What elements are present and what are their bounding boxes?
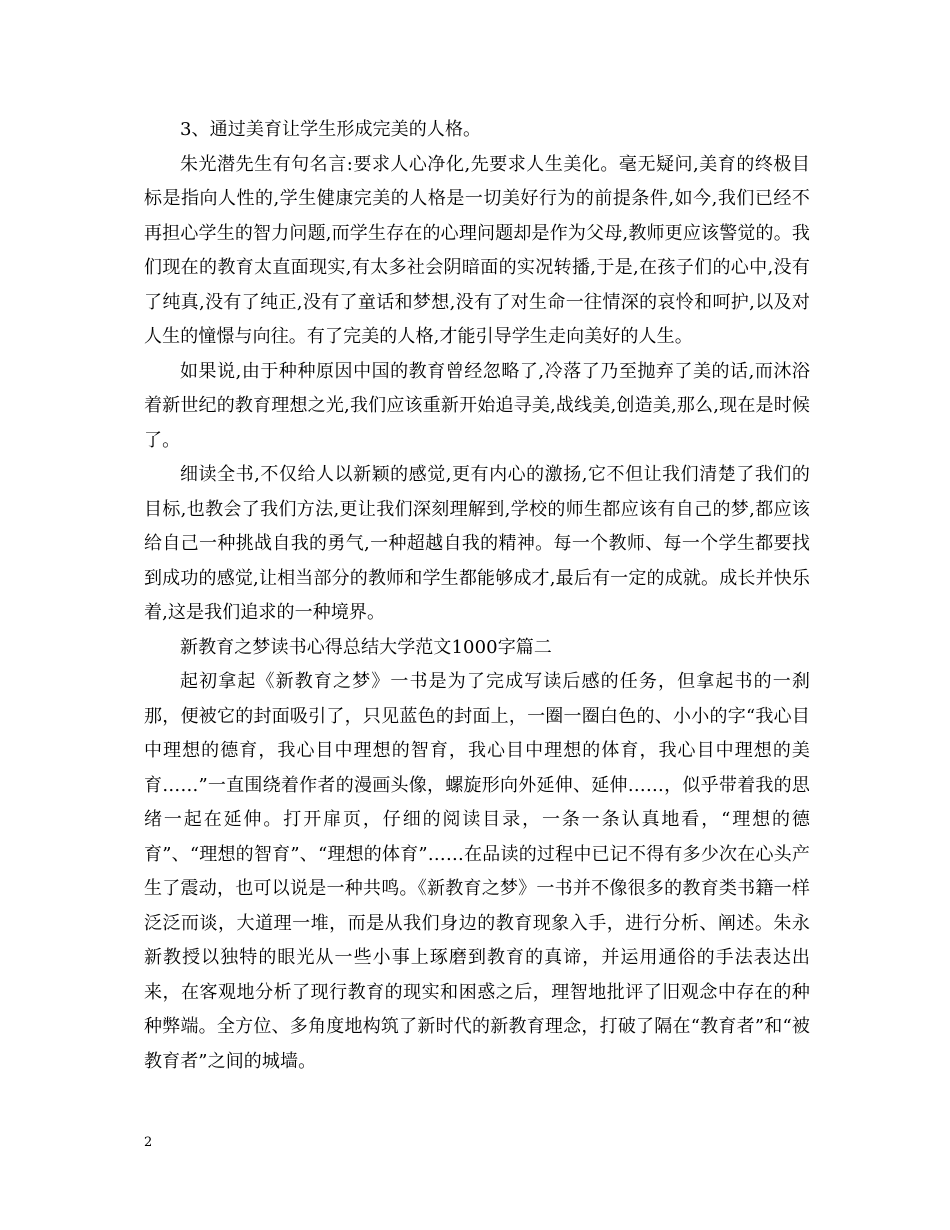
- paragraph-reading-reflection: 细读全书,不仅给人以新颖的感觉,更有内心的激扬,它不但让我们清楚了我们的目标,也教会了我们方法,更让我们深刻理解到,学校的师生都应该有自己的梦,都应该给自己一种挑战自我的勇气,一种超越自我的精神。每一个教师、每一个学生都要找到成功的感觉,让相当部分的教师和学生都能够成才,最后有一定的成就。成长并快乐着,这是我们追求的一种境界。: [144, 464, 810, 623]
- paragraph-article-title: 新教育之梦读书心得总结大学范文1000字篇二: [180, 636, 553, 658]
- paragraph-section-heading: 3、通过美育让学生形成完美的人格。: [180, 119, 482, 140]
- paragraph-personality: 朱光潜先生有句名言:要求人心净化,先要求人生美化。毫无疑问,美育的终极目标是指向人性的,学生健康完美的人格是一切美好行为的前提条件,如今,我们已经不再担心学生的智力问题,而学生存在的心理问题却是作为父母,教师更应该警觉的。我们现在的教育太直面现实,有太多社会阴暗面的实况转播,于是,在孩子们的心中,没有了纯真,没有了纯正,没有了童话和梦想,没有了对生命一往情深的哀怜和呵护,以及对人生的憧憬与向往。有了完美的人格,才能引导学生走向美好的人生。: [144, 153, 810, 347]
- paragraph-book-cover: 起初拿起《新教育之梦》一书是为了完成写读后感的任务，但拿起书的一刹那，便被它的封面吸引了，只见蓝色的封面上，一圈一圈白色的、小小的字“我心目中理想的德育，我心目中理想的智育，我心目中理想的体育，我心目中理想的美育……”一直围绕着作者的漫画头像，螺旋形向外延伸、延伸……，似乎带着我的思绪一起在延伸。打开扉页，仔细的阅读目录，一条一条认真地看，“理想的德育”、“理想的智育”、“理想的体育”……在品读的过程中已记不得有多少次在心头产生了震动，也可以说是一种共鸣。《新教育之梦》一书并不像很多的教育类书籍一样泛泛而谈，大道理一堆，而是从我们身边的教育现象入手，进行分析、阐述。朱永新教授以独特的眼光从一些小事上琢磨到教育的真谛，并运用通俗的手法表达出来，在客观地分析了现行教育的现实和困惑之后，理智地批评了旧观念中存在的种种弊端。全方位、多角度地构筑了新时代的新教育理念，打破了隔在“教育者”和“被教育者”之间的城墙。: [144, 671, 810, 1072]
- document-body: [144, 113, 810, 1079]
- paragraph-pursue-beauty: 如果说,由于种种原因中国的教育曾经忽略了,冷落了乃至抛弃了美的话,而沐浴着新世纪的教育理想之光,我们应该重新开始追寻美,战线美,创造美,那么,现在是时候了。: [144, 360, 810, 451]
- page-number: 2: [144, 1135, 153, 1150]
